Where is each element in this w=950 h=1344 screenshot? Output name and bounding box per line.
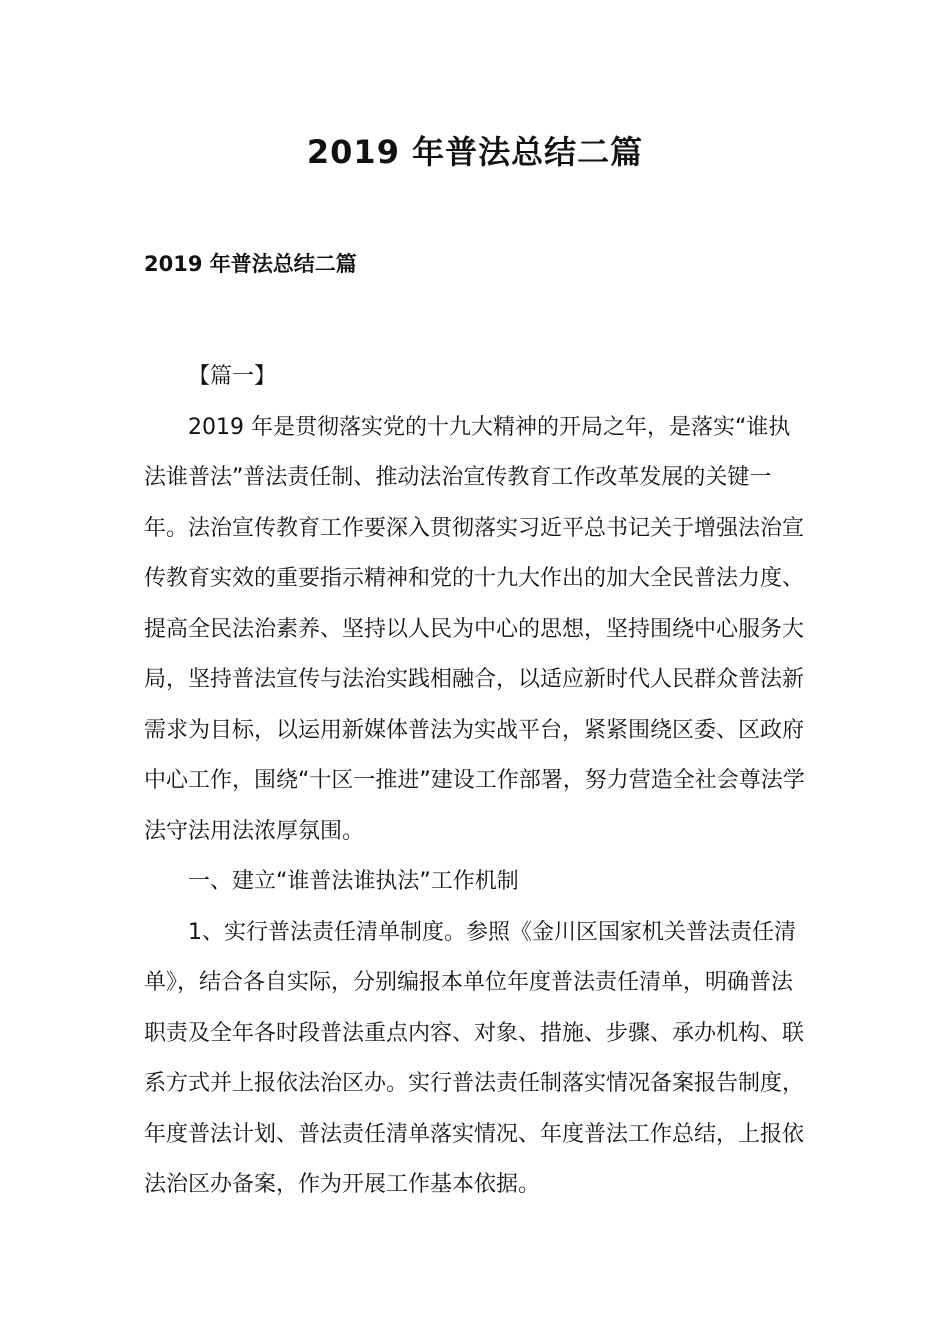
document-title: 2019 年普法总结二篇: [306, 133, 644, 171]
document-body: [144, 352, 808, 1211]
body-paragraph-responsibility-list: 1、实行普法责任清单制度。参照《金川区国家机关普法责任清单》，结合各自实际，分别编报本单位年度普法责任清单，明确普法职责及全年各时段普法重点内容、对象、措施、步骤、承办机构、联系方式并上报依法治区办。实行普法责任制落实情况备案报告制度，年度普法计划、普法责任清单落实情况、年度普法工作总结，上报依法治区办备案，作为开展工作基本依据。: [144, 919, 805, 1197]
body-paragraph-intro: 2019 年是贯彻落实党的十九大精神的开局之年，是落实“谁执法谁普法”普法责任制、推动法治宣传教育工作改革发展的关键一年。法治宣传教育工作要深入贯彻落实习近平总书记关于增强法治宣传教育实效的重要指示精神和党的十九大作出的加大全民普法力度、提高全民法治素养、坚持以人民为中心的思想，坚持围绕中心服务大局，坚持普法宣传与法治实践相融合，以适应新时代人民群众普法新需求为目标，以运用新媒体普法为实战平台，紧紧围绕区委、区政府中心工作，围绕“十区一推进”建设工作部署，努力营造全社会尊法学法守法用法浓厚氛围。: [144, 414, 805, 844]
section-heading-part-one: 【篇一】: [188, 364, 277, 389]
section-heading-mechanism: 一、建立“谁普法谁执法”工作机制: [188, 869, 519, 894]
document-subtitle: 2019 年普法总结二篇: [144, 252, 357, 276]
